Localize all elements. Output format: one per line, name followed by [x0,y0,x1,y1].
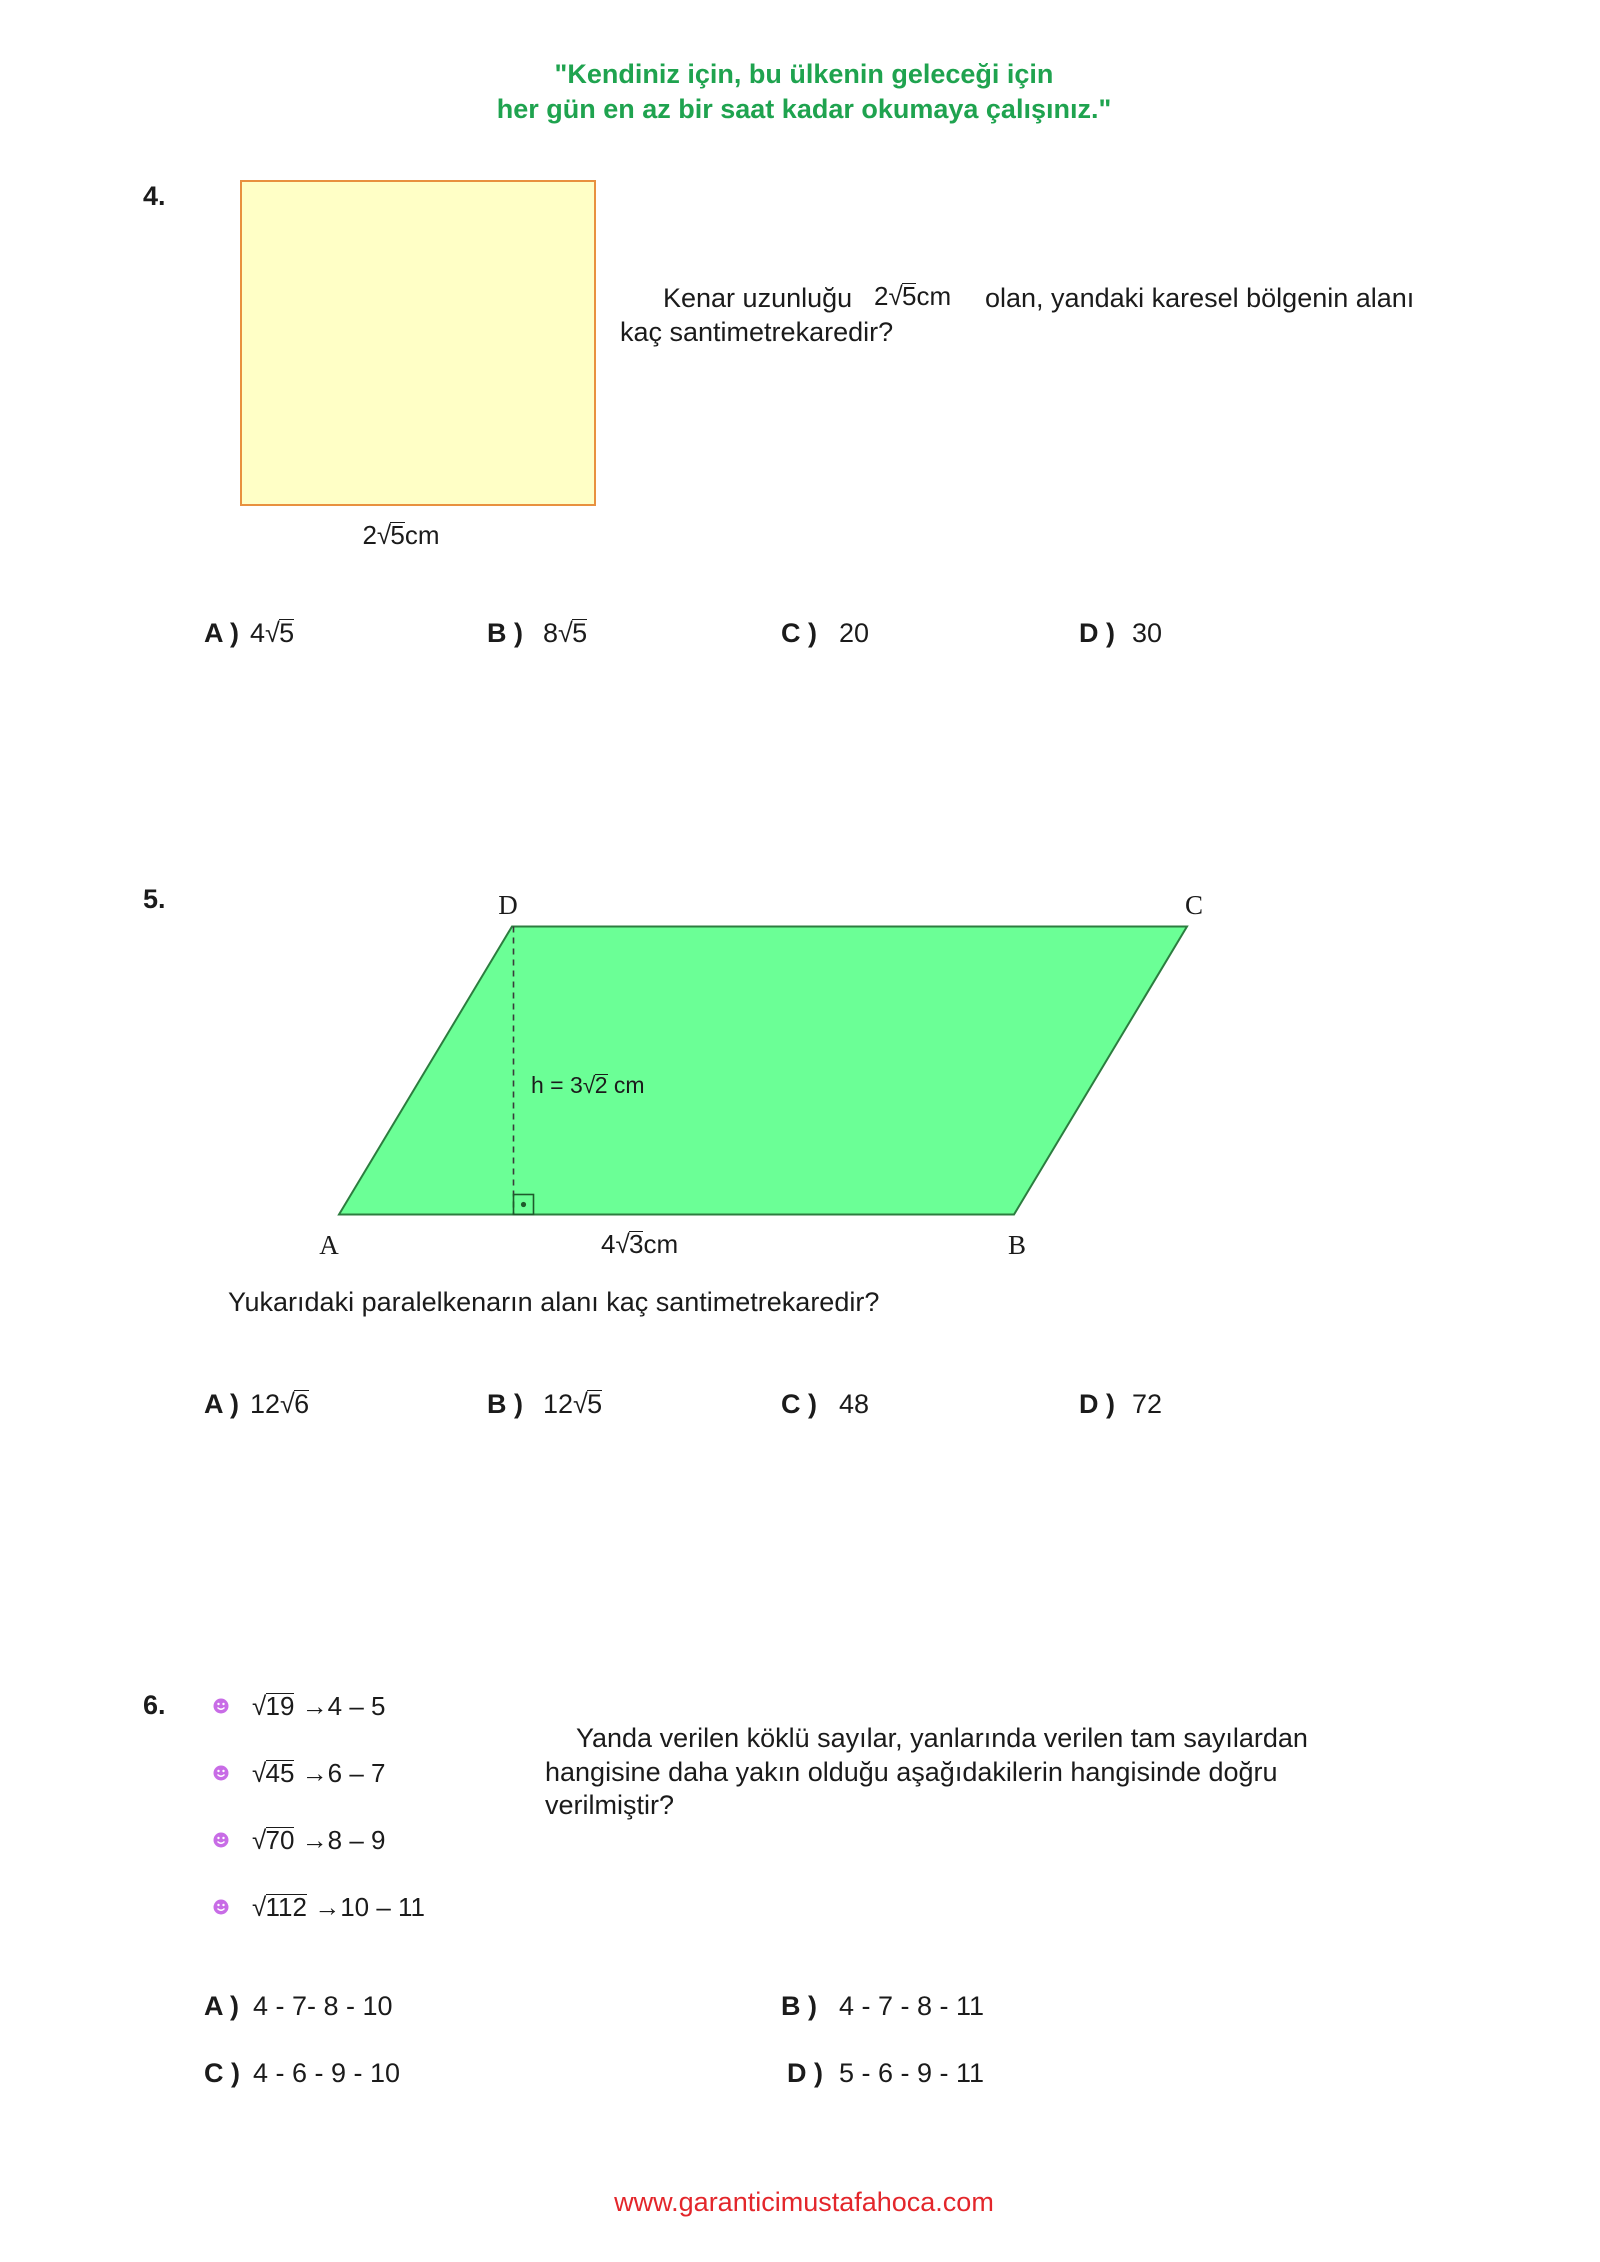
root-item-2: √45 →6 – 7 [252,1758,386,1788]
radicand: 5 [390,520,405,550]
question-4-text-line-2: kaç santimetrekaredir? [620,317,894,347]
question-6-text-line-1: Yanda verilen köklü sayılar, yanlarında verilen tam sayılardan [576,1723,1308,1753]
root-item-4: √112 →10 – 11 [252,1892,426,1922]
smiley-bullet-icon [213,1832,229,1848]
radical-sign: √ [558,618,573,648]
radicand: 2 [594,1072,608,1098]
q6-option-a-letter: A ) [204,1991,239,2021]
radical-sign: √ [252,1892,267,1922]
height-label: h = 3√2 cm [531,1072,645,1098]
q5-option-b-letter: B ) [487,1389,523,1419]
q4-option-c-letter: C ) [781,618,817,648]
q4-option-b-value: 8√5 [543,618,588,648]
question-4-number: 4. [143,181,166,211]
base-label: 4√3cm [601,1229,679,1259]
q6-option-a-value: 4 - 7- 8 - 10 [253,1991,393,2021]
parallelogram-shape [339,927,1187,1215]
q6-option-d-value: 5 - 6 - 9 - 11 [839,2058,985,2088]
q5-option-d-letter: D ) [1079,1389,1115,1419]
header-quote-line-2: her gün en az bir saat kadar okumaya çalışınız." [496,94,1112,124]
q4-option-a-value: 4√5 [250,618,295,648]
root-item-1: √19 →4 – 5 [252,1691,386,1721]
radicand: 45 [265,1758,295,1788]
q4-option-d-value: 30 [1132,618,1163,648]
vertex-label-d: D [498,890,518,920]
question-4-side-value: 2√5cm [874,281,952,311]
radical-sign: √ [265,618,280,648]
q5-option-a-letter: A ) [204,1389,239,1419]
vertex-label-b: B [1007,1230,1026,1260]
q5-option-c-letter: C ) [781,1389,817,1419]
q6-option-b-value: 4 - 7 - 8 - 11 [839,1991,985,2021]
question-6-number: 6. [143,1690,166,1720]
smiley-bullet-icon [213,1765,229,1781]
q4-option-d-letter: D ) [1079,618,1115,648]
radicand: 5 [901,281,917,311]
radicand: 5 [279,618,295,648]
radical-sign: √ [582,1072,596,1098]
radical-sign: √ [252,1691,267,1721]
question-6-text-line-3: verilmiştir? [545,1790,675,1820]
square-figure [240,180,596,506]
radicand: 3 [628,1229,644,1259]
square-side-label: 2√5cm [362,520,440,550]
right-angle-dot [521,1202,526,1207]
radical-sign: √ [280,1389,295,1419]
q6-option-c-letter: C ) [204,2058,240,2088]
q6-option-b-letter: B ) [781,1991,817,2021]
q5-option-a-value: 12√6 [250,1389,310,1419]
radical-sign: √ [376,520,392,550]
radicand: 5 [587,1389,603,1419]
radicand: 19 [265,1691,295,1721]
q5-option-c-value: 48 [839,1389,870,1419]
radical-sign: √ [252,1758,267,1788]
question-5-number: 5. [143,884,166,914]
radical-sign: √ [573,1389,588,1419]
radicand: 70 [265,1825,295,1855]
radical-sign: √ [615,1229,630,1259]
question-4-text-end: olan, yandaki karesel bölgenin alanı [985,283,1415,313]
question-5-text: Yukarıdaki paralelkenarın alanı kaç santimetrekaredir? [228,1287,880,1317]
q5-option-d-value: 72 [1132,1389,1163,1419]
question-6-text-line-2: hangisine daha yakın olduğu aşağıdakilerin hangisinde doğru [545,1757,1278,1787]
q6-option-d-letter: D ) [787,2058,823,2088]
vertex-label-a: A [319,1230,339,1260]
footer-url: www.garanticimustafahoca.com [614,2187,994,2217]
radical-sign: √ [252,1825,267,1855]
question-4-text-start: Kenar uzunluğu [663,283,853,313]
parallelogram-figure [300,880,1220,1240]
radicand: 112 [265,1892,307,1922]
vertex-label-c: C [1184,890,1203,920]
q4-option-b-letter: B ) [487,618,523,648]
q5-option-b-value: 12√5 [543,1389,603,1419]
smiley-bullet-icon [213,1899,229,1915]
radicand: 5 [572,618,588,648]
header-quote-line-1: "Kendiniz için, bu ülkenin geleceği için [554,59,1054,89]
q4-option-c-value: 20 [839,618,870,648]
radicand: 6 [294,1389,310,1419]
radical-sign: √ [888,281,903,311]
q4-option-a-letter: A ) [204,618,239,648]
root-item-3: √70 →8 – 9 [252,1825,386,1855]
smiley-bullet-icon [213,1698,229,1714]
q6-option-c-value: 4 - 6 - 9 - 10 [253,2058,401,2088]
